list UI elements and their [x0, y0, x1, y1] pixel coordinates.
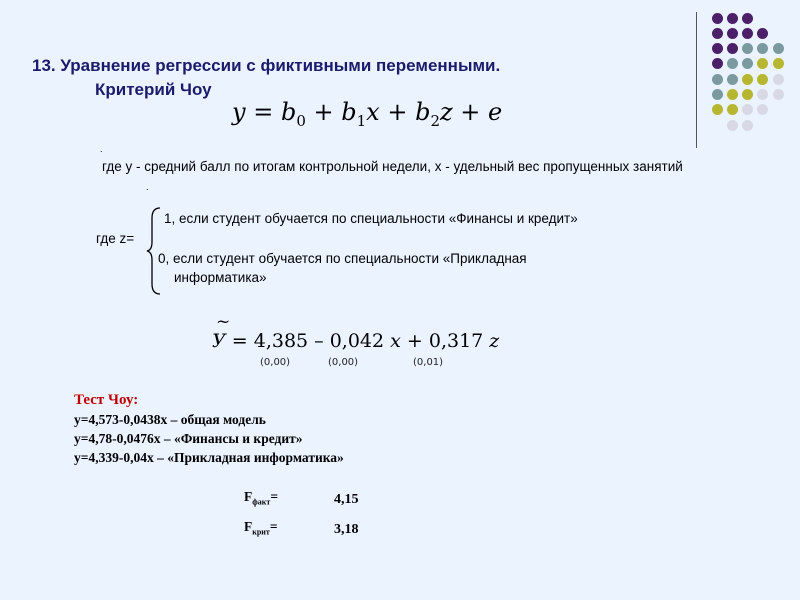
decorative-dot — [727, 74, 738, 85]
bullet-marker: . — [100, 144, 103, 154]
decorative-dot — [773, 43, 784, 54]
decorative-dot — [757, 104, 768, 115]
decorative-dot — [727, 120, 738, 131]
decorative-dot — [712, 13, 723, 24]
decorative-dot — [742, 74, 753, 85]
f-crit-label: $F_{крит}=$ — [244, 519, 278, 537]
decorative-dot — [773, 89, 784, 100]
decorative-dot — [727, 104, 738, 115]
decorative-dot — [712, 89, 723, 100]
decorative-dot — [727, 28, 738, 39]
decorative-dot — [742, 58, 753, 69]
decorative-dot — [712, 74, 723, 85]
decorative-dot — [727, 13, 738, 24]
decorative-dot — [757, 28, 768, 39]
f-crit-value: 3,18 — [334, 522, 359, 537]
chow-test-title: Тест Чоу: — [74, 392, 139, 408]
decorative-dot — [773, 58, 784, 69]
f-fact-label: $F_{факт}=$ — [244, 489, 279, 507]
decorative-dot — [742, 13, 753, 24]
decorative-dot — [712, 104, 723, 115]
model-informatics: y=4,339-0,04x – «Прикладная информатика» — [74, 450, 344, 465]
decorative-dot — [712, 43, 723, 54]
decorative-dot — [757, 43, 768, 54]
decorative-dot — [742, 43, 753, 54]
decorative-dot — [742, 120, 753, 131]
variable-description: где y - средний балл по итогам контрольной недели, x - удельный вес пропущенных занятий — [102, 159, 683, 174]
slide-subtitle: Критерий Чоу — [95, 80, 212, 99]
p-value-z: (0,01) — [413, 357, 444, 368]
z-case-0: 0, если студент обучается по специальности «Прикладная информатика» — [158, 251, 527, 285]
decorative-dot — [757, 74, 768, 85]
decorative-dot — [773, 74, 784, 85]
f-fact-value: 4,15 — [334, 492, 359, 507]
decorative-dot — [742, 89, 753, 100]
decorative-dot — [757, 58, 768, 69]
p-value-x: (0,00) — [328, 357, 359, 368]
decorative-dot — [757, 89, 768, 100]
decorative-dot — [742, 28, 753, 39]
z-definition-label: где z= — [96, 231, 135, 246]
bullet-marker: . — [146, 182, 149, 192]
model-finance: y=4,78-0,0476x – «Финансы и кредит» — [74, 431, 303, 446]
model-general: y=4,573-0,0438x – общая модель — [74, 412, 266, 427]
decorative-dot — [727, 89, 738, 100]
decorative-dot — [712, 58, 723, 69]
decorative-dot — [742, 104, 753, 115]
decorative-dot — [727, 58, 738, 69]
decorative-dot — [712, 28, 723, 39]
slide-title: 13. Уравнение регрессии с фиктивными переменными. — [32, 56, 501, 75]
regression-formula: $y = b_0 + b_1x + b_2z + e$ — [232, 98, 503, 130]
p-value-intercept: (0,00) — [260, 357, 291, 368]
z-case-1: 1, если студент обучается по специальности «Финансы и кредит» — [164, 211, 578, 226]
estimated-equation: ~ У = 4,385 – 0,042 x + 0,317 z — [212, 312, 500, 352]
decorative-dot — [727, 43, 738, 54]
